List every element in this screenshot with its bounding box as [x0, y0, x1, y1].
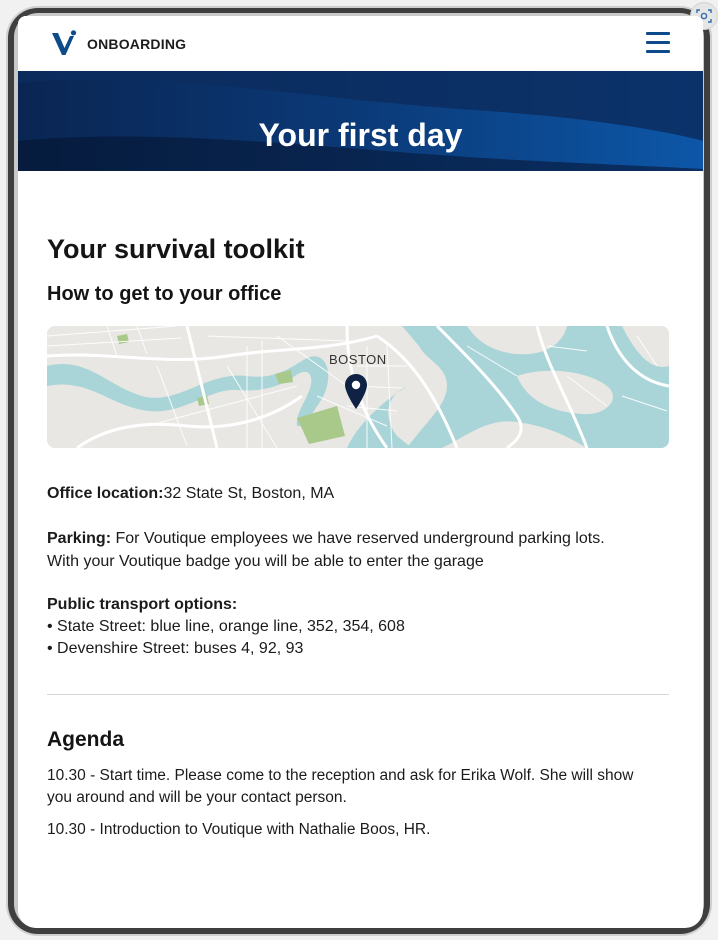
office-location-label: Office location:: [47, 485, 164, 502]
section-divider: [47, 694, 669, 695]
parking-line-2: With your Voutique badge you will be able to enter the garage: [47, 553, 484, 570]
app-screen: [18, 16, 703, 928]
transport-label: Public transport options:: [47, 596, 238, 613]
agenda-item: [47, 819, 672, 841]
office-location: [47, 482, 334, 505]
brand-label: ONBOARDING: [87, 36, 187, 52]
parking-label: Parking:: [47, 530, 112, 547]
map-pin-icon[interactable]: [344, 373, 368, 411]
office-map[interactable]: [47, 326, 669, 448]
agenda-item-line-1: 10.30 - Start time. Please come to the reception and ask for Erika Wolf. She will show: [47, 767, 634, 784]
top-navigation-bar: [18, 16, 703, 72]
subsection-title: How to get to your office: [47, 283, 282, 305]
office-location-value: 32 State St, Boston, MA: [163, 485, 335, 502]
map-city-label: BOSTON: [329, 352, 387, 367]
agenda-item-line-1: 10.30 - Introduction to Voutique with Nathalie Boos, HR.: [47, 821, 431, 838]
agenda-item-line-2: you around and will be your contact person.: [47, 789, 347, 806]
parking-line-1: For Voutique employees we have reserved underground parking lots.: [115, 530, 605, 547]
hero-banner: [18, 71, 703, 171]
parking-info: [47, 527, 605, 573]
section-title: Your survival toolkit: [47, 234, 305, 264]
transport-info: [47, 594, 405, 660]
hero-title: Your first day: [258, 117, 463, 153]
voutique-v-logo-icon[interactable]: [51, 30, 77, 56]
hamburger-menu-icon[interactable]: [646, 32, 670, 54]
agenda-title: Agenda: [47, 728, 125, 751]
transport-item: • Devenshire Street: buses 4, 92, 93: [47, 640, 304, 657]
agenda-item: [47, 765, 672, 809]
transport-item: • State Street: blue line, orange line, 352, 354, 608: [47, 618, 405, 635]
